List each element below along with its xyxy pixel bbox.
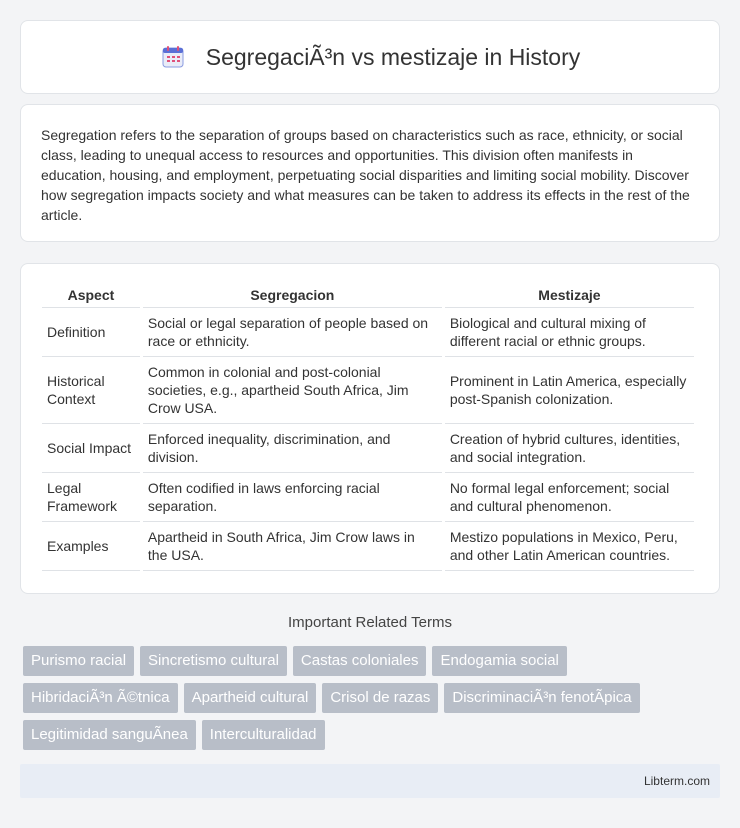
related-terms-list [23,646,723,757]
table-row [42,473,694,522]
footer [20,764,720,798]
header-aspect: Aspect [42,284,140,308]
header-mestizaje: Mestizaje [445,284,694,308]
comparison-table-card [20,263,720,594]
cell-mestizaje: No formal legal enforcement; social and cultural phenomenon. [445,473,694,522]
related-term-tag[interactable]: Crisol de razas [322,683,438,713]
related-term-tag[interactable]: Interculturalidad [202,720,325,750]
related-term-tag[interactable]: Apartheid cultural [184,683,317,713]
related-term-tag[interactable]: Legitimidad sanguÃnea [23,720,196,750]
cell-aspect: Social Impact [42,424,140,473]
cell-mestizaje: Prominent in Latin America, especially post-Spanish colonization. [445,357,694,424]
intro-text: Segregation refers to the separation of groups based on characteristics such as race, ethnicity, or social class, leading to unequal access to resources and opportunities. This division often manifests in education, housing, and employment, perpetuating social disparities and limiting social mobility. Discover how segregation impacts society and what measures can be taken to address its effects in the rest of the article. [41,127,690,223]
page-title: SegregaciÃ³n vs mestizaje in History [205,43,581,70]
cell-segregacion: Often codified in laws enforcing racial separation. [143,473,442,522]
table-row [42,424,694,473]
related-term-tag[interactable]: Sincretismo cultural [140,646,287,676]
comparison-table [39,284,697,571]
cell-segregacion: Apartheid in South Africa, Jim Crow laws in the USA. [143,522,442,571]
footer-brand-link[interactable]: Libterm.com [643,774,710,788]
cell-segregacion: Common in colonial and post-colonial societies, e.g., apartheid South Africa, Jim Crow USA. [143,357,442,424]
intro-card [20,104,720,242]
cell-aspect: Examples [42,522,140,571]
title-card [20,20,720,94]
related-terms-title: Important Related Terms [288,614,452,631]
cell-segregacion: Social or legal separation of people based on race or ethnicity. [143,308,442,357]
cell-aspect: Legal Framework [42,473,140,522]
cell-mestizaje: Creation of hybrid cultures, identities, and social integration. [445,424,694,473]
table-row [42,522,694,571]
table-header-row [42,284,694,308]
cell-mestizaje: Mestizo populations in Mexico, Peru, and other Latin American countries. [445,522,694,571]
related-term-tag[interactable]: DiscriminaciÃ³n fenotÃpica [444,683,639,713]
related-term-tag[interactable]: HibridaciÃ³n Ã©tnica [23,683,178,713]
header-segregacion: Segregacion [143,284,442,308]
cell-aspect: Definition [42,308,140,357]
cell-mestizaje: Biological and cultural mixing of different racial or ethnic groups. [445,308,694,357]
related-term-tag[interactable]: Endogamia social [432,646,566,676]
related-term-tag[interactable]: Castas coloniales [293,646,427,676]
calendar-icon [160,44,186,70]
cell-aspect: Historical Context [42,357,140,424]
table-row [42,308,694,357]
table-row [42,357,694,424]
cell-segregacion: Enforced inequality, discrimination, and division. [143,424,442,473]
related-term-tag[interactable]: Purismo racial [23,646,134,676]
